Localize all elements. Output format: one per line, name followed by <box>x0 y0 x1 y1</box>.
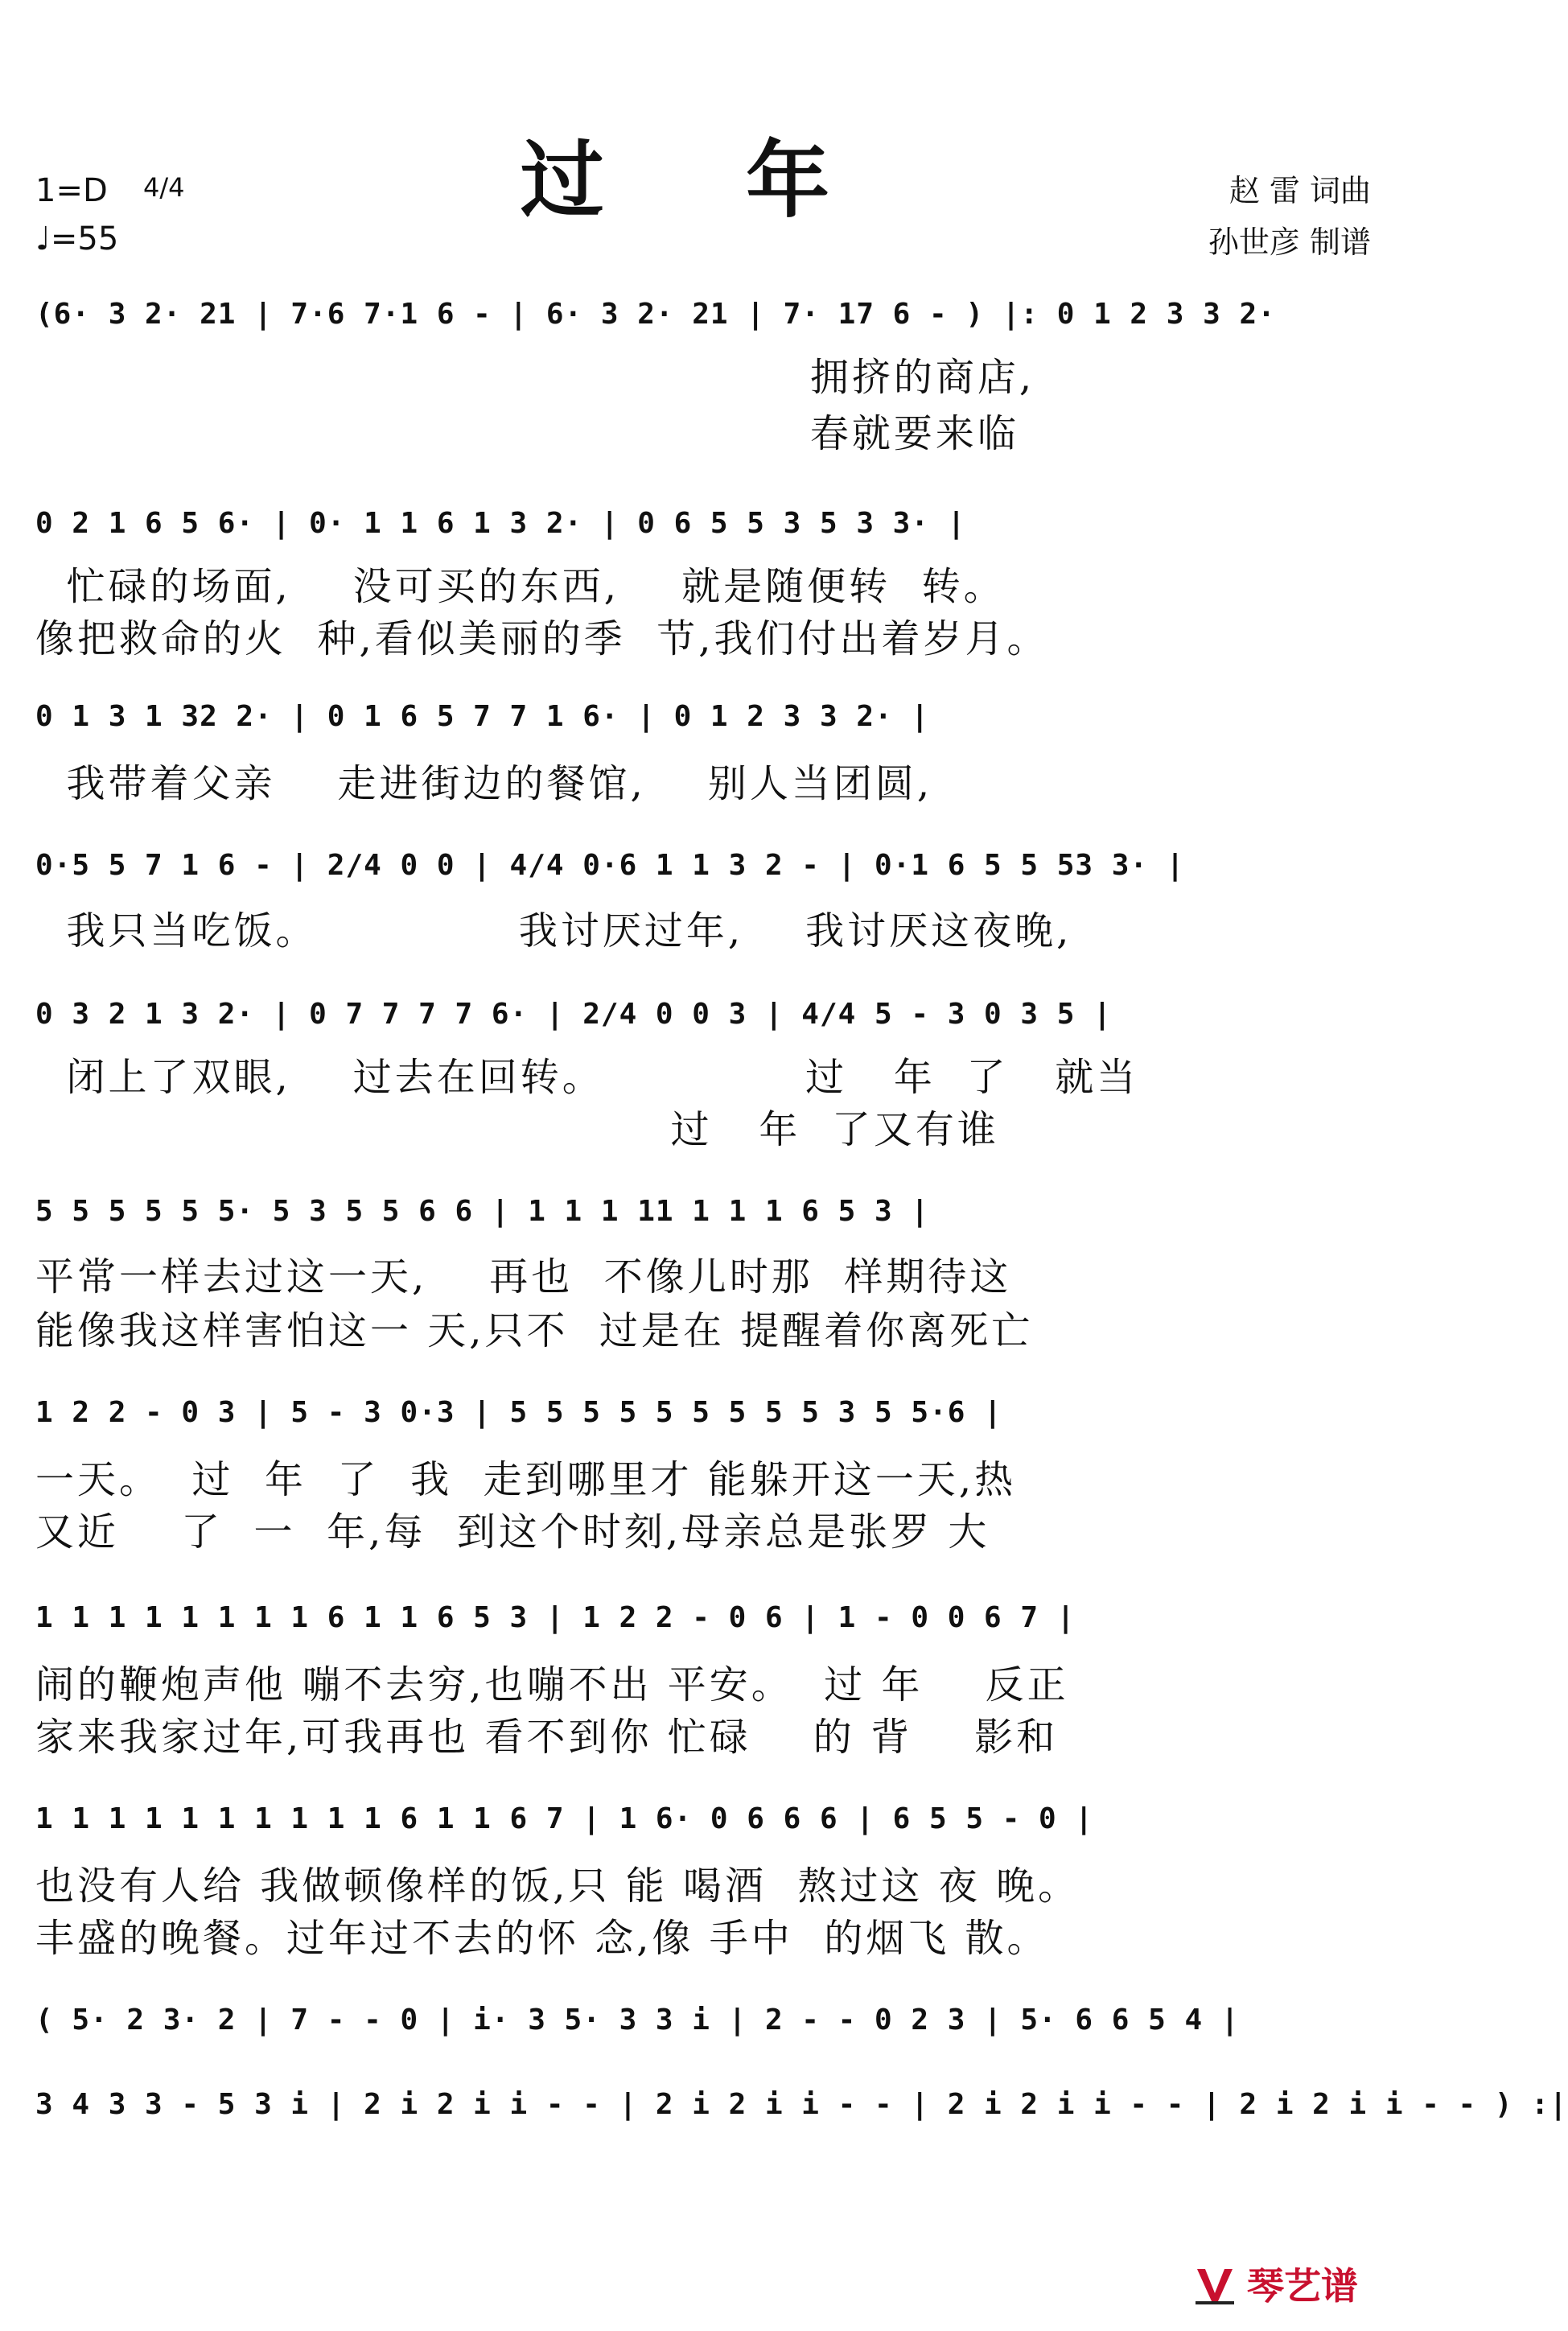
lyric-line-8-verse-2: 家来我家过年,可我再也 看不到你 忙碌 的 背 影和 <box>35 1715 1059 1760</box>
lyric-line-2-verse-2: 像把救命的火 种,看似美丽的季 节,我们付出着岁月。 <box>35 616 1049 661</box>
notation-line-9: 1 1 1 1 1 1 1 1 1 1 6 1 1 6 7 | 1 6· 0 6 6 6 | 6 5 5 - 0 | <box>35 1802 1094 1835</box>
qinyipu-logo-icon <box>1191 2261 1239 2306</box>
notation-line-5: 0 3 2 1 3 2· | 0 7 7 7 7 6· | 2/4 0 0 3 | 4/4 5 - 3 0 3 5 | <box>35 998 1112 1031</box>
notation-line-10: ( 5· 2 3· 2 | 7 - - 0 | i· 3 5· 3 3 i | 2 - - 0 2 3 | 5· 6 6 5 4 | <box>35 2004 1240 2037</box>
lyric-line-1-verse-2: 春就要来临 <box>35 411 1019 456</box>
lyric-line-1-verse-1: 拥挤的商店, <box>35 355 1035 400</box>
tempo-marking: ♩=55 <box>35 220 119 257</box>
notation-line-11: 3 4 3 3 - 5 3 i | 2 i 2 i i - - | 2 i 2 i i - - | 2 i 2 i i - - | 2 i 2 i i - - ) :| <box>35 2088 1568 2121</box>
lyric-line-7-verse-2: 又近 了 一 年,每 到这个时刻,母亲总是张罗 大 <box>35 1509 990 1555</box>
song-title: 过 年 <box>520 130 887 229</box>
notation-line-1: (6· 3 2· 21 | 7·6 7·1 6 - | 6· 3 2· 21 | 7· 17 6 - ) |: 0 1 2 3 3 2· <box>35 298 1276 331</box>
arranger-credit: 孙世彦 制谱 <box>1208 224 1371 260</box>
lyric-line-8-verse-1: 闹的鞭炮声他 嘣不去穷,也嘣不出 平安。 过 年 反正 <box>35 1662 1069 1707</box>
watermark-brand: 琴艺谱 <box>1247 2264 1358 2308</box>
lyric-line-6-verse-1: 平常一样去过这一天, 再也 不像儿时那 样期待这 <box>35 1254 1012 1299</box>
notation-line-8: 1 1 1 1 1 1 1 1 6 1 1 6 5 3 | 1 2 2 - 0 6 | 1 - 0 0 6 7 | <box>35 1601 1076 1634</box>
notation-line-2: 0 2 1 6 5 6· | 0· 1 1 6 1 3 2· | 0 6 5 5 3 5 3 3· | <box>35 507 966 540</box>
watermark <box>1191 2257 1358 2310</box>
notation-line-6: 5 5 5 5 5 5· 5 3 5 5 6 6 | 1 1 1 11 1 1 1 6 5 3 | <box>35 1195 930 1228</box>
lyric-line-7-verse-1: 一天。 过 年 了 我 走到哪里才 能躲开这一天,热 <box>35 1457 1017 1502</box>
key-signature: 1=D <box>35 172 108 209</box>
time-signature: 4/4 <box>143 172 185 203</box>
lyric-line-3-verse-1: 我带着父亲 走进街边的餐馆, 别人当团圆, <box>35 761 933 806</box>
notation-line-3: 0 1 3 1 32 2· | 0 1 6 5 7 7 1 6· | 0 1 2 3 3 2· | <box>35 700 930 733</box>
lyric-line-5-verse-2: 过 年 了又有谁 <box>35 1107 999 1152</box>
notation-line-4: 0·5 5 7 1 6 - | 2/4 0 0 | 4/4 0·6 1 1 3 2 - | 0·1 6 5 5 53 3· | <box>35 849 1185 882</box>
lyric-line-5-verse-1: 闭上了双眼, 过去在回转。 过 年 了 就当 <box>35 1055 1139 1100</box>
lyric-line-9-verse-1: 也没有人给 我做顿像样的饭,只 能 喝酒 熬过这 夜 晚。 <box>35 1864 1080 1909</box>
notation-line-7: 1 2 2 - 0 3 | 5 - 3 0·3 | 5 5 5 5 5 5 5 5 5 3 5 5·6 | <box>35 1396 1002 1429</box>
lyric-line-4-verse-1: 我只当吃饭。 我讨厌过年, 我讨厌这夜晚, <box>35 908 1072 953</box>
lyric-line-6-verse-2: 能像我这样害怕这一 天,只不 过是在 提醒着你离死亡 <box>35 1308 1034 1353</box>
lyricist-composer-credit: 赵 雷 词曲 <box>1228 173 1371 208</box>
lyric-line-2-verse-1: 忙碌的场面, 没可买的东西, 就是随便转 转。 <box>35 564 1006 609</box>
lyric-line-9-verse-2: 丰盛的晚餐。过年过不去的怀 念,像 手中 的烟飞 散。 <box>35 1916 1049 1961</box>
